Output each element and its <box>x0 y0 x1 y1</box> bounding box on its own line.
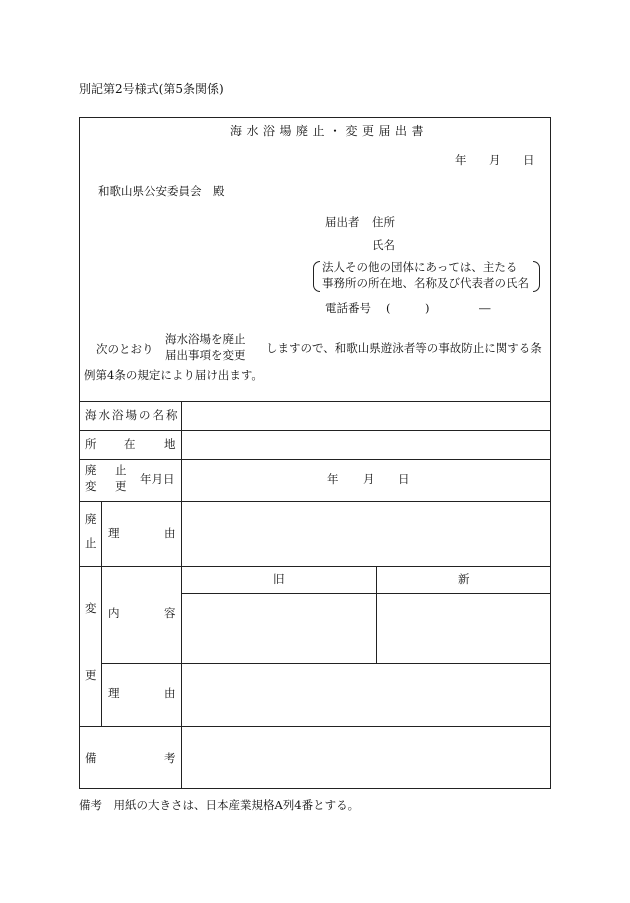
body-tail: しますので、和歌山県遊泳者等の事故防止に関する条 <box>266 341 542 355</box>
row-label-change-reason-2: 由 <box>164 686 176 700</box>
phone-label: 電話番号 <box>325 301 371 315</box>
row-label-change-1: 変 <box>85 601 97 615</box>
form-number: 別記第2号様式(第5条関係) <box>79 82 224 96</box>
row-label-remarks-2: 考 <box>164 751 176 765</box>
change-subdivider <box>101 566 102 726</box>
applicant-label: 届出者 <box>325 215 360 229</box>
row-label-location-3: 地 <box>164 437 176 451</box>
row-label-date-b1: 変 <box>85 479 97 493</box>
row-label-content-1: 内 <box>108 606 120 620</box>
row-label-date-b2: 更 <box>115 479 127 493</box>
column-header-old: 旧 <box>273 572 285 586</box>
corp-note-bracket-left <box>313 261 320 292</box>
body-lead: 次のとおり <box>96 342 154 356</box>
phone-dash: ― <box>479 301 491 315</box>
row-line-2 <box>79 459 551 460</box>
addressee: 和歌山県公安委員会 殿 <box>98 184 225 198</box>
row-line-1 <box>79 430 551 431</box>
corp-note-line2: 事務所の所在地、名称及び代表者の氏名 <box>322 276 529 290</box>
row-line-old-new <box>181 593 551 594</box>
applicant-address: 住所 <box>372 215 395 229</box>
row-line-change-reason <box>101 663 551 664</box>
row-label-abolish-2: 止 <box>85 536 97 550</box>
row-label-content-2: 容 <box>164 606 176 620</box>
phone-close-paren: ) <box>425 301 430 315</box>
row-label-location-2: 在 <box>124 437 136 451</box>
corp-note-line1: 法人その他の団体にあっては、主たる <box>322 260 518 274</box>
row-label-date-a1: 廃 <box>85 463 97 477</box>
body-line2: 例第4条の規定により届け出ます。 <box>84 368 263 382</box>
date-field-month: 月 <box>363 472 375 486</box>
body-option-change: 届出事項を変更 <box>165 348 246 362</box>
row-label-date-a2: 止 <box>115 463 127 477</box>
applicant-name: 氏名 <box>372 238 395 252</box>
row-label-remarks-1: 備 <box>85 751 97 765</box>
body-option-abolish: 海水浴場を廃止 <box>165 332 246 346</box>
old-new-divider <box>376 566 377 663</box>
row-line-3 <box>79 501 551 502</box>
form-frame <box>79 117 551 789</box>
label-column-divider <box>181 401 182 789</box>
row-line-4 <box>79 566 551 567</box>
row-label-location-1: 所 <box>85 437 97 451</box>
row-label-date-c: 年月日 <box>140 472 175 486</box>
row-label-abolish-1: 廃 <box>85 512 97 526</box>
row-label-change-2: 更 <box>85 668 97 682</box>
row-line-remarks <box>79 726 551 727</box>
date-field-year: 年 <box>327 472 339 486</box>
footer-note: 備考 用紙の大きさは、日本産業規格A列4番とする。 <box>79 798 360 812</box>
date-month: 月 <box>489 153 501 167</box>
row-label-reason-2: 由 <box>164 526 176 540</box>
row-label-reason-1: 理 <box>108 526 120 540</box>
abolish-subdivider <box>101 501 102 566</box>
date-day: 日 <box>523 153 535 167</box>
column-header-new: 新 <box>458 572 470 586</box>
date-field-day: 日 <box>398 472 410 486</box>
table-top-line <box>79 401 551 402</box>
corp-note-bracket-right <box>533 261 540 292</box>
row-label-change-reason-1: 理 <box>108 686 120 700</box>
form-title: 海水浴場廃止・変更届出書 <box>230 124 429 138</box>
row-label-beach-name: 海水浴場の名称 <box>85 408 180 422</box>
date-year: 年 <box>455 153 467 167</box>
phone-open-paren: ( <box>386 301 391 315</box>
